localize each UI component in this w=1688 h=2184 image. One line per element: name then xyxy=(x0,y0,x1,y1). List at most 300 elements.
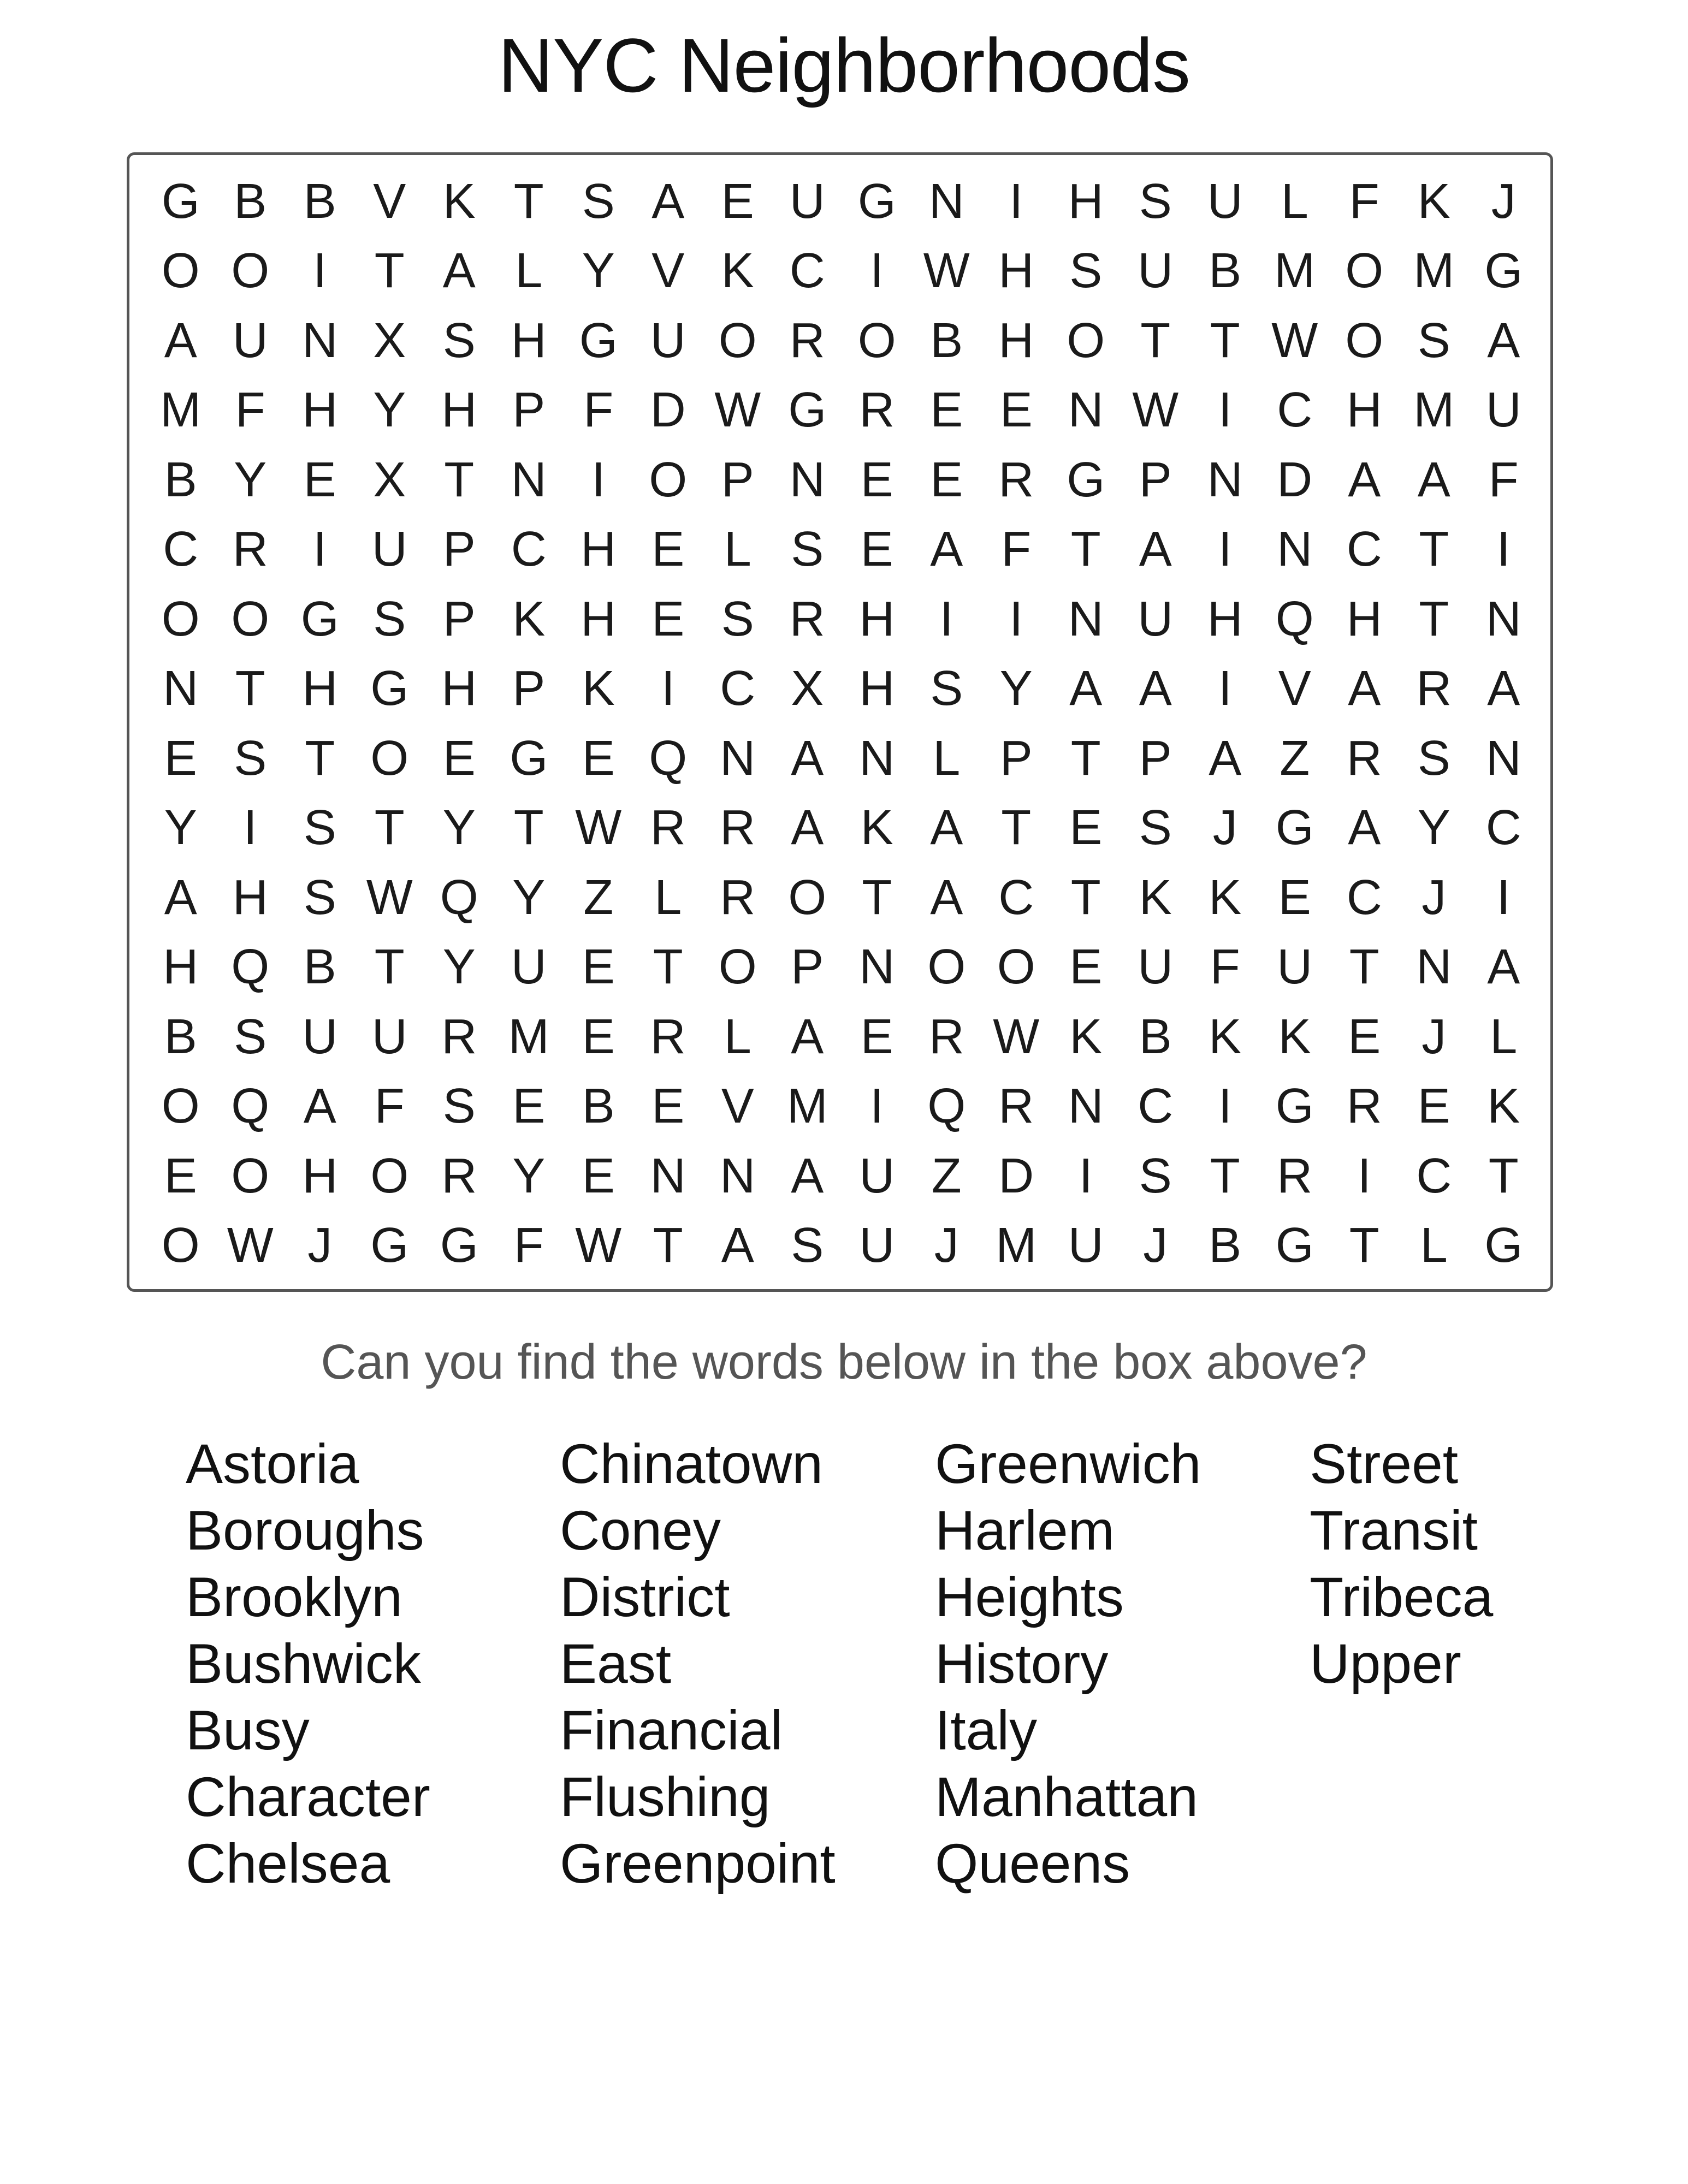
grid-letter: A xyxy=(1139,522,1172,577)
grid-letter: U xyxy=(859,1218,895,1273)
grid-letter: E xyxy=(651,591,685,646)
grid-letter: S xyxy=(1139,800,1172,856)
word-list-item: Chelsea xyxy=(186,1832,390,1895)
grid-letter: K xyxy=(1487,1079,1520,1134)
grid-letter: E xyxy=(860,452,893,507)
grid-letter: J xyxy=(1212,800,1237,856)
grid-letter: F xyxy=(1001,522,1032,577)
grid-letter: K xyxy=(1278,1009,1311,1064)
grid-letter: R xyxy=(928,1009,964,1064)
word-column-2 xyxy=(560,1431,836,1897)
grid-letter: C xyxy=(1346,522,1382,577)
grid-letter: A xyxy=(1348,661,1381,716)
grid-letter: I xyxy=(1218,1079,1232,1134)
grid-letter: I xyxy=(870,244,884,299)
word-list-item: Astoria xyxy=(186,1433,359,1495)
grid-letter: Y xyxy=(582,244,615,299)
grid-letter: E xyxy=(860,522,893,577)
grid-letter: O xyxy=(161,1079,200,1134)
grid-letter: E xyxy=(999,383,1033,438)
grid-letter: L xyxy=(724,522,751,577)
grid-letter: N xyxy=(720,1148,756,1203)
grid-letter: H xyxy=(441,383,477,438)
word-list-item: Harlem xyxy=(935,1499,1115,1562)
grid-letter: K xyxy=(1139,870,1172,925)
grid-letter: W xyxy=(714,383,761,438)
grid-letter: N xyxy=(650,1148,686,1203)
grid-letter: I xyxy=(1079,1148,1093,1203)
grid-letter: Y xyxy=(234,452,267,507)
grid-letter: H xyxy=(1207,591,1243,646)
grid-letter: K xyxy=(512,591,546,646)
grid-letter: E xyxy=(651,522,685,577)
grid-letter: P xyxy=(512,383,546,438)
grid-letter: S xyxy=(442,313,476,368)
word-list-item: Coney xyxy=(560,1499,721,1562)
grid-letter: T xyxy=(235,661,265,716)
grid-letter: L xyxy=(1281,174,1308,229)
grid-letter: A xyxy=(442,244,476,299)
grid-letter: F xyxy=(235,383,265,438)
grid-letter: O xyxy=(649,452,688,507)
grid-letter: T xyxy=(1488,1148,1519,1203)
grid-letter: I xyxy=(591,452,606,507)
grid-letter: L xyxy=(1420,1218,1448,1273)
grid-letter: A xyxy=(1487,940,1520,995)
word-list-item: Manhattan xyxy=(935,1766,1199,1828)
grid-letter: L xyxy=(654,870,682,925)
grid-letter: N xyxy=(859,940,895,995)
grid-letter: O xyxy=(1345,244,1384,299)
grid-letter: X xyxy=(373,452,406,507)
word-list xyxy=(186,1431,1551,1922)
grid-letter: W xyxy=(1132,383,1179,438)
grid-letter: C xyxy=(163,522,199,577)
grid-letter: U xyxy=(232,313,268,368)
grid-letter: R xyxy=(1346,1079,1382,1134)
grid-letter: Z xyxy=(583,870,614,925)
grid-letter: G xyxy=(440,1218,478,1273)
grid-letter: X xyxy=(791,661,824,716)
grid-letter: T xyxy=(444,452,475,507)
page-title: NYC Neighborhoods xyxy=(497,22,1191,108)
grid-letter: A xyxy=(1209,731,1242,786)
word-list-item: Street xyxy=(1310,1433,1459,1495)
grid-letter: P xyxy=(791,940,824,995)
grid-letter: K xyxy=(860,800,893,856)
grid-letter: Y xyxy=(164,800,197,856)
grid-letter: H xyxy=(441,661,477,716)
grid-letter: P xyxy=(1139,731,1172,786)
grid-letter: H xyxy=(581,522,617,577)
grid-letter: E xyxy=(442,731,476,786)
grid-letter: I xyxy=(1357,1148,1371,1203)
grid-letter: O xyxy=(1067,313,1105,368)
grid-letter: T xyxy=(513,174,544,229)
grid-letter: T xyxy=(1070,870,1101,925)
grid-letter: H xyxy=(1346,383,1382,438)
grid-letter: M xyxy=(1413,383,1455,438)
grid-letter: H xyxy=(302,661,338,716)
grid-letter: O xyxy=(788,870,827,925)
grid-letter: R xyxy=(789,313,825,368)
grid-letter: E xyxy=(721,174,754,229)
word-list-item: Italy xyxy=(935,1699,1038,1761)
grid-letter: B xyxy=(303,940,336,995)
grid-letter: O xyxy=(857,313,896,368)
grid-letter: R xyxy=(998,1079,1034,1134)
grid-letter: H xyxy=(511,313,547,368)
grid-letter: R xyxy=(859,383,895,438)
grid-letter: A xyxy=(930,522,963,577)
grid-letter: U xyxy=(1138,244,1174,299)
grid-letter: Q xyxy=(231,1079,270,1134)
grid-letter: I xyxy=(1218,522,1232,577)
grid-letter: E xyxy=(582,1009,615,1064)
grid-letter: T xyxy=(374,800,405,856)
grid-letter: U xyxy=(1068,1218,1104,1273)
grid-letter: S xyxy=(373,591,406,646)
grid-letter: E xyxy=(930,383,963,438)
grid-letter: X xyxy=(373,313,406,368)
grid-letter: A xyxy=(721,1218,754,1273)
grid-letter: G xyxy=(161,174,200,229)
word-list-item: Transit xyxy=(1310,1499,1478,1562)
grid-letter: A xyxy=(791,1009,824,1064)
grid-letter: U xyxy=(511,940,547,995)
grid-letter: S xyxy=(582,174,615,229)
grid-letter: Y xyxy=(442,940,476,995)
grid-letter: G xyxy=(370,661,409,716)
grid-letter: R xyxy=(441,1009,477,1064)
grid-letter: U xyxy=(1485,383,1521,438)
grid-letter: H xyxy=(581,591,617,646)
grid-letter: N xyxy=(1416,940,1452,995)
grid-letter: A xyxy=(651,174,685,229)
grid-letter: O xyxy=(370,1148,409,1203)
grid-letter: V xyxy=(373,174,406,229)
word-list-item: Flushing xyxy=(560,1766,771,1828)
grid-letter: C xyxy=(720,661,756,716)
letter-grid xyxy=(146,167,1538,1280)
grid-letter: B xyxy=(234,174,267,229)
grid-letter: Q xyxy=(231,940,270,995)
grid-letter: T xyxy=(1070,731,1101,786)
grid-letter: U xyxy=(1207,174,1243,229)
grid-letter: S xyxy=(1417,731,1450,786)
grid-letter: W xyxy=(227,1218,274,1273)
grid-letter: E xyxy=(1348,1009,1381,1064)
grid-letter: E xyxy=(164,1148,197,1203)
grid-letter: A xyxy=(791,731,824,786)
grid-letter: O xyxy=(231,1148,270,1203)
grid-letter: S xyxy=(1139,174,1172,229)
grid-letter: N xyxy=(1485,591,1521,646)
grid-letter: T xyxy=(1210,313,1240,368)
grid-letter: G xyxy=(1484,244,1523,299)
grid-letter: W xyxy=(1271,313,1318,368)
grid-letter: A xyxy=(1348,452,1381,507)
grid-letter: K xyxy=(1069,1009,1103,1064)
grid-letter: O xyxy=(161,244,200,299)
grid-letter: T xyxy=(305,731,335,786)
grid-letter: T xyxy=(653,1218,683,1273)
grid-letter: T xyxy=(374,940,405,995)
grid-letter: Y xyxy=(442,800,476,856)
grid-letter: F xyxy=(1349,174,1379,229)
grid-letter: I xyxy=(1218,383,1232,438)
word-list-item: Character xyxy=(186,1766,430,1828)
grid-letter: O xyxy=(1345,313,1384,368)
grid-letter: E xyxy=(1417,1079,1450,1134)
grid-letter: U xyxy=(859,1148,895,1203)
grid-letter: S xyxy=(1069,244,1103,299)
grid-letter: G xyxy=(300,591,339,646)
grid-letter: U xyxy=(302,1009,338,1064)
grid-letter: P xyxy=(999,731,1033,786)
grid-letter: H xyxy=(302,383,338,438)
word-list-item: Greenwich xyxy=(935,1433,1201,1495)
grid-letter: M xyxy=(786,1079,828,1134)
grid-letter: B xyxy=(930,313,963,368)
word-list-item: Brooklyn xyxy=(186,1566,402,1628)
grid-letter: M xyxy=(996,1218,1037,1273)
grid-letter: C xyxy=(789,244,825,299)
grid-letter: E xyxy=(512,1079,546,1134)
grid-letter: E xyxy=(582,731,615,786)
grid-letter: D xyxy=(1277,452,1313,507)
grid-letter: L xyxy=(724,1009,751,1064)
grid-letter: A xyxy=(164,313,197,368)
grid-letter: I xyxy=(939,591,953,646)
grid-letter: B xyxy=(303,174,336,229)
word-list-item: History xyxy=(935,1633,1109,1695)
grid-letter: F xyxy=(583,383,614,438)
word-list-item: Tribeca xyxy=(1310,1566,1494,1628)
grid-letter: J xyxy=(307,1218,333,1273)
grid-letter: A xyxy=(930,800,963,856)
grid-letter: N xyxy=(859,731,895,786)
grid-letter: N xyxy=(1485,731,1521,786)
letter-grid-box xyxy=(127,152,1553,1292)
grid-letter: I xyxy=(313,522,327,577)
word-column-3 xyxy=(935,1431,1201,1897)
grid-letter: R xyxy=(720,800,756,856)
grid-letter: O xyxy=(997,940,1035,995)
grid-letter: S xyxy=(303,800,336,856)
grid-letter: T xyxy=(1349,1218,1379,1273)
grid-letter: T xyxy=(653,940,683,995)
grid-letter: N xyxy=(928,174,964,229)
grid-letter: B xyxy=(1209,244,1242,299)
grid-letter: E xyxy=(1069,800,1103,856)
grid-letter: R xyxy=(441,1148,477,1203)
word-list-item: Queens xyxy=(935,1832,1130,1895)
grid-letter: P xyxy=(721,452,754,507)
grid-letter: S xyxy=(234,731,267,786)
grid-letter: Z xyxy=(1280,731,1310,786)
grid-letter: Q xyxy=(440,870,478,925)
grid-letter: E xyxy=(164,731,197,786)
grid-letter: C xyxy=(511,522,547,577)
grid-letter: E xyxy=(1278,870,1311,925)
grid-letter: I xyxy=(870,1079,884,1134)
grid-letter: U xyxy=(371,522,407,577)
grid-letter: L xyxy=(1490,1009,1518,1064)
grid-letter: T xyxy=(1419,591,1449,646)
grid-letter: Z xyxy=(931,1148,962,1203)
grid-letter: J xyxy=(1491,174,1516,229)
grid-letter: Y xyxy=(999,661,1033,716)
grid-letter: R xyxy=(1416,661,1452,716)
grid-letter: C xyxy=(1416,1148,1452,1203)
grid-letter: T xyxy=(1419,522,1449,577)
grid-letter: A xyxy=(1348,800,1381,856)
grid-letter: Y xyxy=(1417,800,1450,856)
grid-letter: A xyxy=(303,1079,336,1134)
grid-letter: U xyxy=(1277,940,1313,995)
word-list-item: East xyxy=(560,1633,672,1695)
grid-letter: L xyxy=(515,244,543,299)
grid-letter: S xyxy=(1139,1148,1172,1203)
grid-letter: K xyxy=(442,174,476,229)
instructions-text: Can you find the words below in the box above? xyxy=(321,1335,1367,1390)
grid-letter: A xyxy=(1069,661,1103,716)
grid-letter: S xyxy=(791,522,824,577)
grid-letter: E xyxy=(930,452,963,507)
grid-letter: N xyxy=(1068,591,1104,646)
grid-letter: W xyxy=(575,1218,622,1273)
grid-letter: G xyxy=(370,1218,409,1273)
grid-letter: B xyxy=(582,1079,615,1134)
grid-letter: E xyxy=(582,1148,615,1203)
grid-letter: O xyxy=(370,731,409,786)
grid-letter: H xyxy=(1068,174,1104,229)
grid-letter: W xyxy=(923,244,970,299)
grid-letter: U xyxy=(371,1009,407,1064)
grid-letter: R xyxy=(650,800,686,856)
word-list-item: Busy xyxy=(186,1699,310,1761)
grid-letter: N xyxy=(1068,383,1104,438)
grid-letter: Q xyxy=(927,1079,966,1134)
grid-letter: H xyxy=(232,870,268,925)
grid-letter: I xyxy=(661,661,675,716)
grid-letter: M xyxy=(508,1009,549,1064)
grid-letter: S xyxy=(930,661,963,716)
grid-letter: N xyxy=(1068,1079,1104,1134)
grid-letter: R xyxy=(789,591,825,646)
grid-letter: C xyxy=(1346,870,1382,925)
grid-letter: G xyxy=(1484,1218,1523,1273)
grid-letter: A xyxy=(791,800,824,856)
word-list-item: Financial xyxy=(560,1699,783,1761)
grid-letter: W xyxy=(366,870,413,925)
grid-letter: I xyxy=(1496,870,1511,925)
grid-letter: M xyxy=(1413,244,1455,299)
grid-letter: M xyxy=(1274,244,1316,299)
grid-letter: Q xyxy=(1275,591,1314,646)
grid-letter: O xyxy=(231,591,270,646)
grid-letter: T xyxy=(1001,800,1032,856)
grid-letter: S xyxy=(791,1218,824,1273)
grid-letter: G xyxy=(510,731,548,786)
grid-letter: S xyxy=(721,591,754,646)
grid-letter: C xyxy=(998,870,1034,925)
grid-letter: W xyxy=(575,800,622,856)
grid-letter: D xyxy=(650,383,686,438)
grid-letter: H xyxy=(859,591,895,646)
grid-letter: B xyxy=(1139,1009,1172,1064)
grid-letter: O xyxy=(161,591,200,646)
grid-letter: H xyxy=(302,1148,338,1203)
grid-letter: A xyxy=(164,870,197,925)
grid-letter: N xyxy=(720,731,756,786)
grid-letter: G xyxy=(788,383,827,438)
grid-letter: A xyxy=(1487,313,1520,368)
grid-letter: T xyxy=(513,800,544,856)
grid-letter: Y xyxy=(512,870,546,925)
grid-letter: K xyxy=(1209,1009,1242,1064)
grid-letter: R xyxy=(232,522,268,577)
grid-letter: H xyxy=(859,661,895,716)
word-list-item: Boroughs xyxy=(186,1499,424,1562)
word-list-item: Bushwick xyxy=(186,1633,421,1695)
grid-letter: K xyxy=(1417,174,1450,229)
word-list-item: Greenpoint xyxy=(560,1832,836,1895)
grid-letter: B xyxy=(1209,1218,1242,1273)
grid-letter: S xyxy=(303,870,336,925)
grid-letter: P xyxy=(442,522,476,577)
grid-letter: O xyxy=(718,313,757,368)
grid-letter: G xyxy=(1067,452,1105,507)
grid-letter: A xyxy=(1417,452,1450,507)
word-list-item: Upper xyxy=(1310,1633,1461,1695)
grid-letter: I xyxy=(1218,661,1232,716)
word-column-4 xyxy=(1310,1431,1493,1697)
grid-letter: S xyxy=(442,1079,476,1134)
grid-letter: T xyxy=(1070,522,1101,577)
grid-letter: O xyxy=(161,1218,200,1273)
grid-letter: J xyxy=(934,1218,959,1273)
grid-letter: N xyxy=(511,452,547,507)
grid-letter: F xyxy=(513,1218,544,1273)
grid-letter: C xyxy=(1277,383,1313,438)
grid-letter: Q xyxy=(649,731,688,786)
grid-letter: V xyxy=(1278,661,1311,716)
grid-letter: K xyxy=(582,661,615,716)
grid-letter: G xyxy=(857,174,896,229)
word-list-item: District xyxy=(560,1566,730,1628)
grid-letter: C xyxy=(1138,1079,1174,1134)
grid-letter: N xyxy=(1277,522,1313,577)
grid-letter: K xyxy=(1209,870,1242,925)
grid-letter: F xyxy=(1210,940,1240,995)
grid-letter: Y xyxy=(373,383,406,438)
grid-letter: E xyxy=(860,1009,893,1064)
grid-letter: G xyxy=(1275,800,1314,856)
word-column-1 xyxy=(186,1431,430,1897)
grid-letter: A xyxy=(1487,661,1520,716)
grid-letter: A xyxy=(1139,661,1172,716)
grid-letter: V xyxy=(651,244,685,299)
grid-letter: P xyxy=(512,661,546,716)
grid-letter: T xyxy=(862,870,892,925)
grid-letter: G xyxy=(579,313,618,368)
grid-letter: I xyxy=(243,800,257,856)
grid-letter: C xyxy=(1485,800,1521,856)
grid-letter: H xyxy=(1346,591,1382,646)
grid-letter: I xyxy=(313,244,327,299)
